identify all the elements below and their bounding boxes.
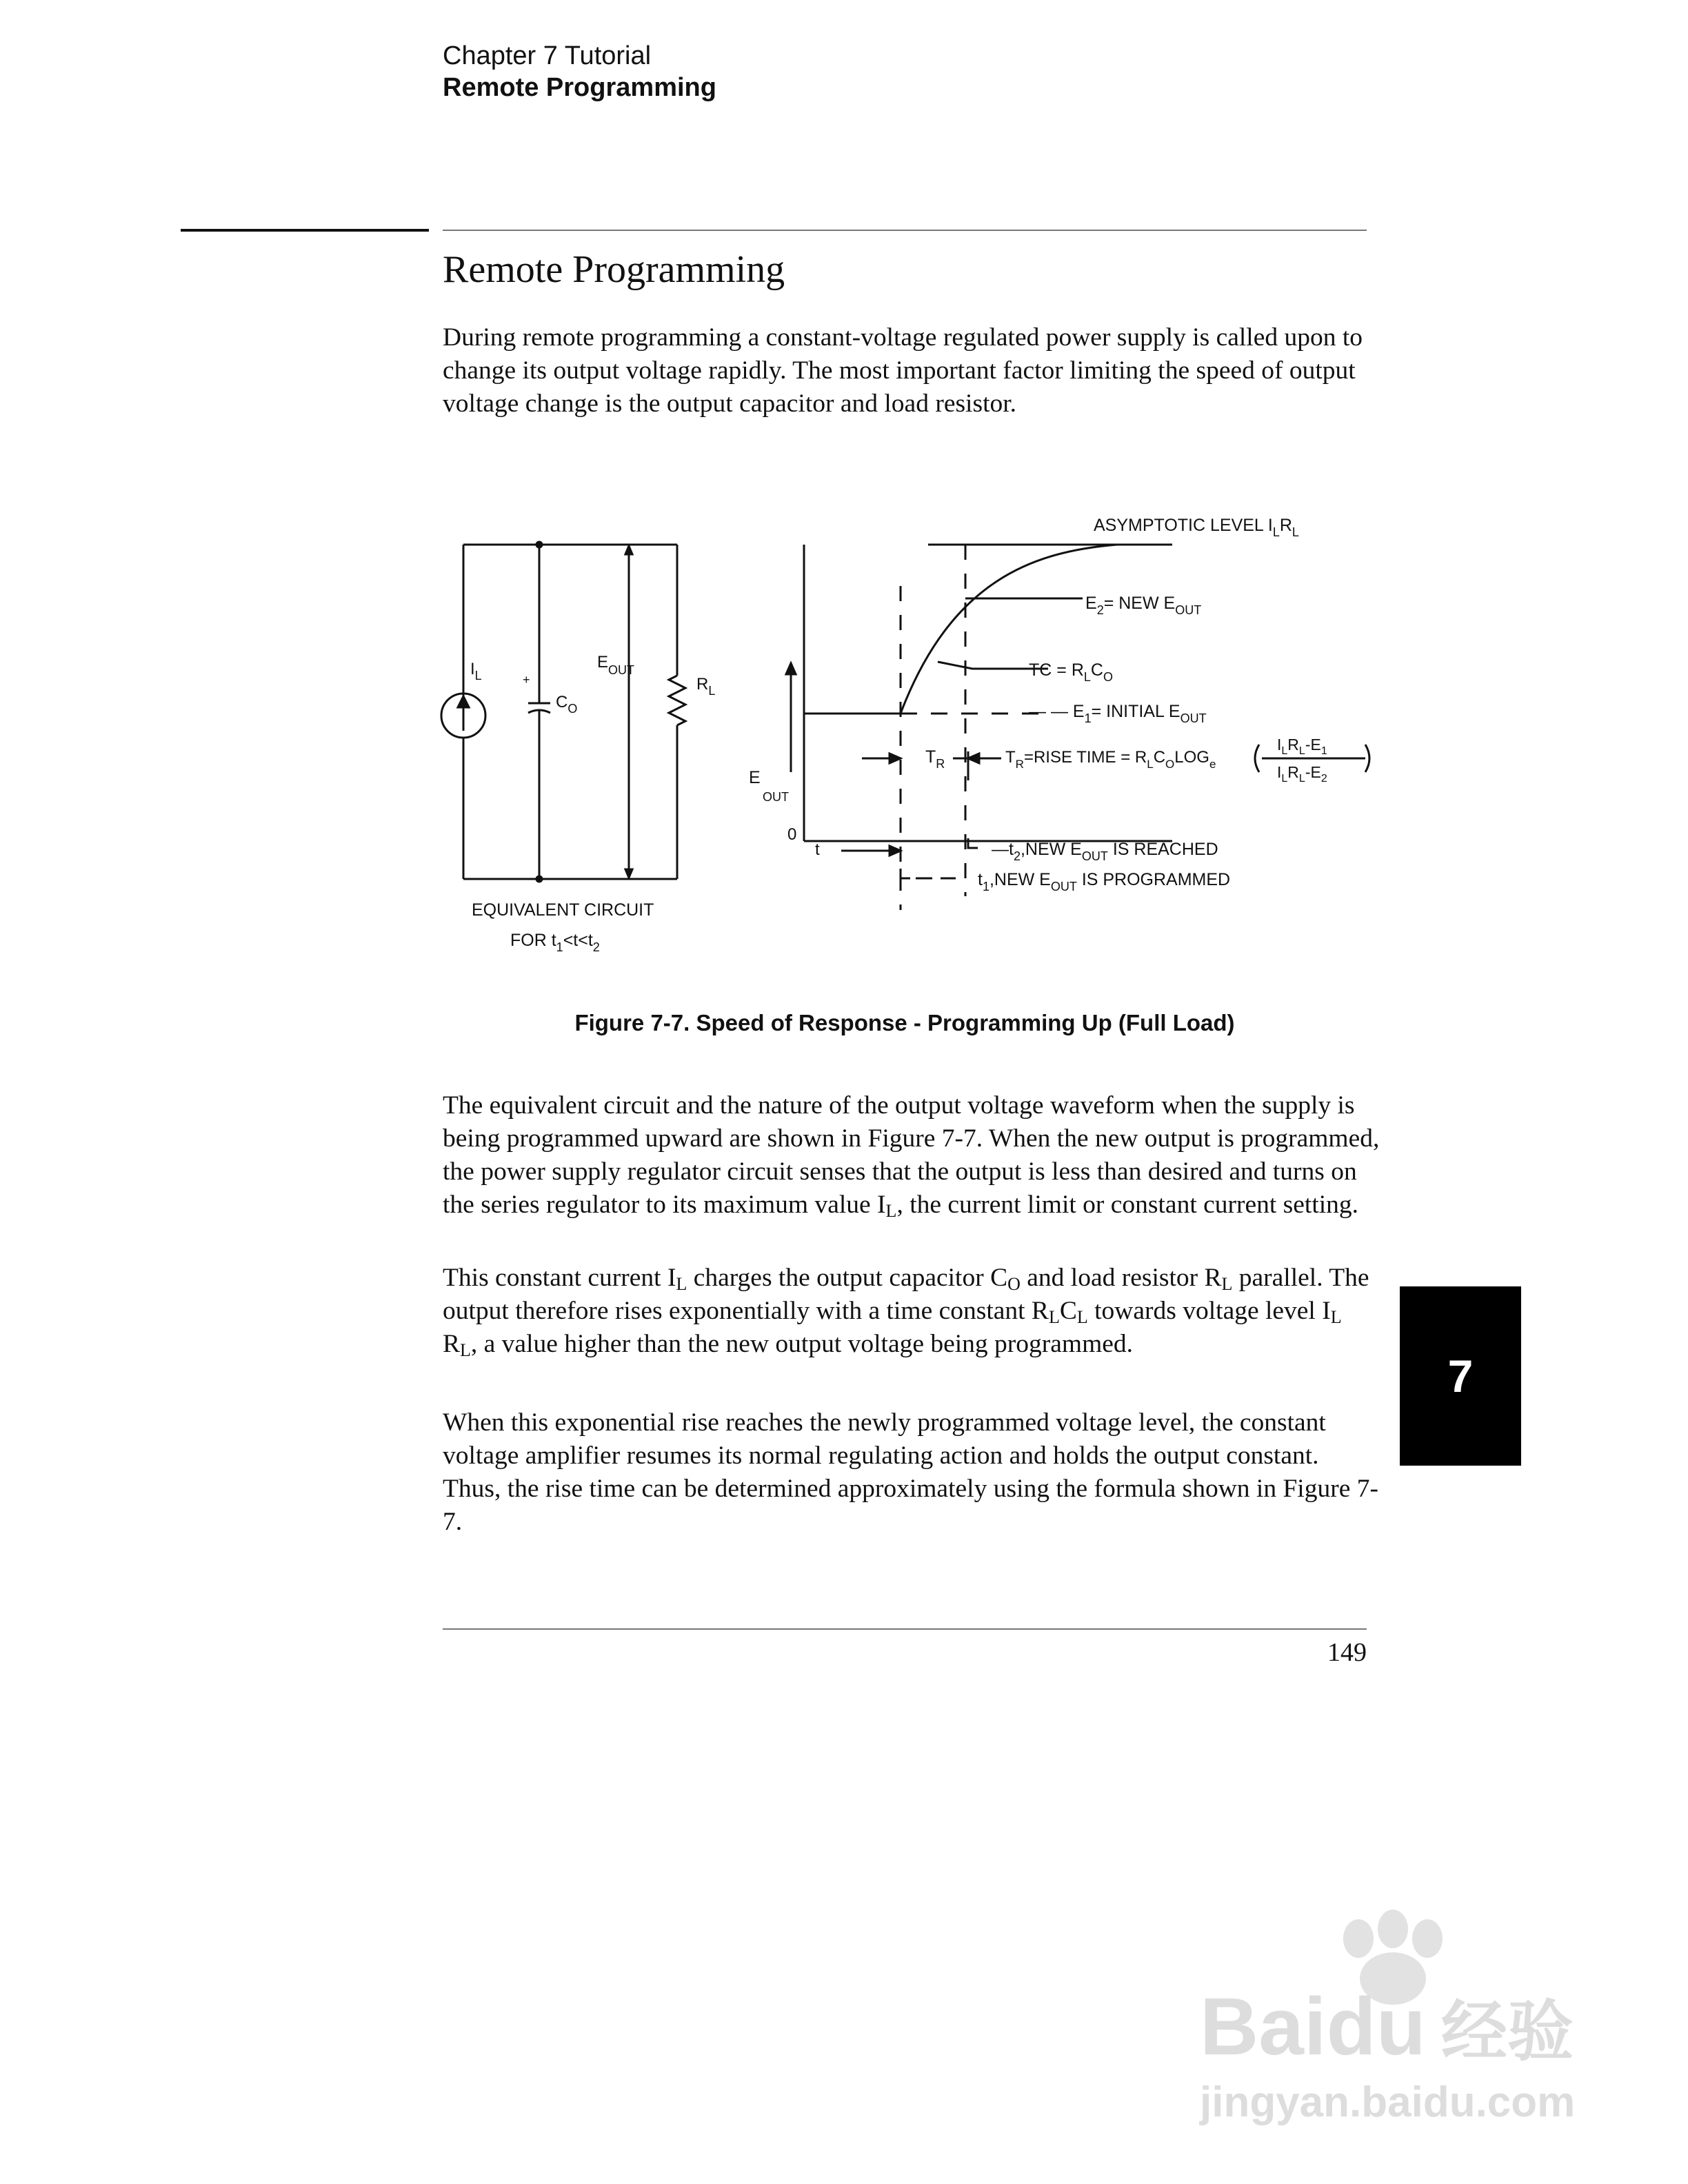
t1-sub: 1 <box>982 880 989 893</box>
p1-sub: L <box>885 1201 897 1221</box>
asymptotic-label: ASYMPTOTIC LEVEL I <box>1094 516 1273 535</box>
t2-text: ,NEW E <box>1020 840 1082 859</box>
p2-t8: , a value higher than the new output voltage being programmed. <box>470 1330 1134 1358</box>
paragraph-constant-current <box>443 1262 1380 1361</box>
watermark-url: jingyan.baidu.com <box>1200 2079 1576 2126</box>
e1-out: OUT <box>1180 711 1207 725</box>
equivalent-circuit <box>441 542 685 882</box>
co-label: C <box>556 693 568 711</box>
figure-7-7 <box>428 496 1407 979</box>
svg-text:—t2,NEW EOUT IS REACHED <box>992 840 1218 863</box>
svg-text:RL <box>696 675 715 698</box>
capacitor-plus: + <box>523 673 530 687</box>
rise-log: LOG <box>1174 748 1209 767</box>
rise-time-label: T <box>1005 748 1016 767</box>
p2-s1: L <box>676 1274 687 1294</box>
svg-text:TR=RISE TIME = RLCOLOGe <box>1005 748 1216 771</box>
t1-out: OUT <box>1050 880 1077 893</box>
t2-out: OUT <box>1081 849 1108 863</box>
e1-text: = INITIAL E <box>1091 702 1180 721</box>
asymptotic-r: R <box>1279 516 1292 535</box>
den-minus-e: -E <box>1305 763 1321 781</box>
p2-s3: L <box>1221 1274 1233 1294</box>
axis-zero: 0 <box>787 825 797 844</box>
p2-s5: L <box>1076 1307 1088 1327</box>
watermark-cn: 经验 <box>1441 1995 1574 2069</box>
p2-t6: towards voltage level I <box>1087 1297 1331 1325</box>
baidu-watermark <box>1186 1903 1600 2130</box>
tc-label: TC = R <box>1029 660 1084 680</box>
co-sub: O <box>567 702 578 716</box>
svg-text:TC = RLCO <box>1029 660 1113 684</box>
paragraph-rise-time: When this exponential rise reaches the newly programmed voltage level, the constant voltage amplifier resumes its normal regulating action and holds the output constant. Thus, the rise time can be determined approximately using the formula shown in Figure 7-7. <box>443 1408 1378 1536</box>
svg-text:ASYMPTOTIC LEVEL ILRL <box>1094 516 1299 539</box>
eout-label: E <box>597 653 609 671</box>
intro-paragraph: During remote programming a constant-voltage regulated power supply is called upon to change its output voltage rapidly. The most important factor limiting the speed of output voltage change is the output capacitor and load resistor. <box>443 323 1363 418</box>
axis-eout-sub: OUT <box>763 790 789 804</box>
num-sub-1: 1 <box>1320 745 1327 757</box>
svg-text:TR <box>925 747 945 771</box>
footer-rule <box>443 1628 1367 1630</box>
num-r: R <box>1287 736 1299 754</box>
section-rule-thick <box>181 229 429 232</box>
figure-caption: Figure 7-7. Speed of Response - Programming Up (Full Load) <box>574 1010 1235 1035</box>
num-sub-l1: L <box>1281 745 1288 757</box>
rl-label: R <box>696 675 709 694</box>
svg-text:FOR t1<t<t2 <box>510 931 600 954</box>
circuit-caption-sub1: 1 <box>556 940 563 954</box>
p2-s7: L <box>460 1340 471 1360</box>
svg-text:IL <box>470 660 482 682</box>
il-sub: L <box>474 669 482 682</box>
circuit-caption-line1: EQUIVALENT CIRCUIT <box>472 900 654 920</box>
num-sub-l2: L <box>1298 745 1305 757</box>
p2-t5: C <box>1059 1297 1077 1325</box>
rise-sub-l: L <box>1147 758 1154 771</box>
tc-sub-o: O <box>1103 670 1113 684</box>
svg-text:— — E1= INITIAL EOUT <box>1029 702 1207 725</box>
svg-text:CO <box>556 693 577 716</box>
t1-programmed: IS PROGRAMMED <box>1076 870 1231 889</box>
chapter-tab: 7 <box>1400 1286 1521 1466</box>
header-chapter: Chapter 7 Tutorial <box>443 41 652 70</box>
paragraph-equivalent-circuit <box>443 1089 1380 1222</box>
t2-sub: 2 <box>1013 849 1021 863</box>
p1-text-b: , the current limit or constant current setting. <box>896 1191 1359 1219</box>
p2-s4: L <box>1048 1307 1060 1327</box>
rise-sub-r: R <box>1015 758 1024 771</box>
tc-c: C <box>1090 660 1103 680</box>
circuit-caption-range: <t<t <box>563 931 593 950</box>
denominator: I <box>1277 763 1282 781</box>
t2-label: —t <box>992 840 1014 859</box>
rise-c: C <box>1153 748 1166 767</box>
svg-text:ILRL-E2 <box>1277 763 1327 785</box>
asymptotic-sub2: L <box>1292 525 1299 539</box>
rl-sub: L <box>708 684 716 698</box>
e1-sub: 1 <box>1084 711 1092 725</box>
e2-label: E <box>1085 594 1097 613</box>
watermark-brand: Baidu <box>1200 1981 1426 2072</box>
tr-label: T <box>925 747 936 767</box>
il-label: I <box>470 660 475 678</box>
tr-sub: R <box>936 757 945 771</box>
header-section: Remote Programming <box>443 73 716 102</box>
t1-label: t <box>978 870 983 889</box>
axis-e-label: E <box>749 768 761 787</box>
section-rule-thin <box>443 230 1367 231</box>
e2-out: OUT <box>1175 603 1202 617</box>
rise-sub-e: e <box>1209 758 1216 771</box>
den-sub-l2: L <box>1298 773 1305 785</box>
e2-text: = NEW E <box>1103 594 1176 613</box>
num-minus-e: -E <box>1305 736 1321 754</box>
den-sub-l1: L <box>1281 773 1288 785</box>
rise-sub-o: O <box>1165 758 1175 771</box>
eout-sub: OUT <box>608 663 635 677</box>
running-header <box>443 40 716 103</box>
svg-text:ILRL-E1 <box>1277 736 1327 757</box>
circuit-caption-for: FOR t <box>510 931 556 950</box>
tc-sub-l: L <box>1083 670 1091 684</box>
den-r: R <box>1287 763 1299 781</box>
p2-t2: charges the output capacitor C <box>687 1264 1008 1292</box>
p1-text-a: The equivalent circuit and the nature of the output voltage waveform when the supply is being programmed upward are shown in Figure 7-7. When the new output is programmed, the power supply regulator circuit senses that the output is less than desired and turns on the series regulator to its maximum value I <box>443 1091 1380 1219</box>
p2-s2: O <box>1007 1274 1021 1294</box>
svg-text:t1,NEW EOUT IS PROGRAMMED <box>978 870 1230 893</box>
den-sub-2: 2 <box>1320 773 1327 785</box>
svg-text:E2= NEW EOUT <box>1085 594 1201 617</box>
circuit-caption-sub2: 2 <box>592 940 600 954</box>
section-title: Remote Programming <box>443 248 785 291</box>
time-label: t <box>815 840 820 859</box>
page-number: 149 <box>1327 1638 1367 1667</box>
t1-text: ,NEW E <box>989 870 1051 889</box>
e2-sub: 2 <box>1096 603 1104 617</box>
t2-reached: IS REACHED <box>1107 840 1218 859</box>
numerator: I <box>1277 736 1282 754</box>
p2-s6: L <box>1330 1307 1342 1327</box>
p2-t4: parallel. The output therefore rises exponentially with a time constant R <box>443 1264 1369 1325</box>
e1-label: — — E <box>1029 702 1085 721</box>
p2-t3: and load resistor R <box>1020 1264 1222 1292</box>
p2-t7: R <box>443 1330 461 1358</box>
p2-t1: This constant current I <box>443 1264 676 1292</box>
rise-text: =RISE TIME = R <box>1023 748 1147 767</box>
asymptotic-sub1: L <box>1272 525 1280 539</box>
